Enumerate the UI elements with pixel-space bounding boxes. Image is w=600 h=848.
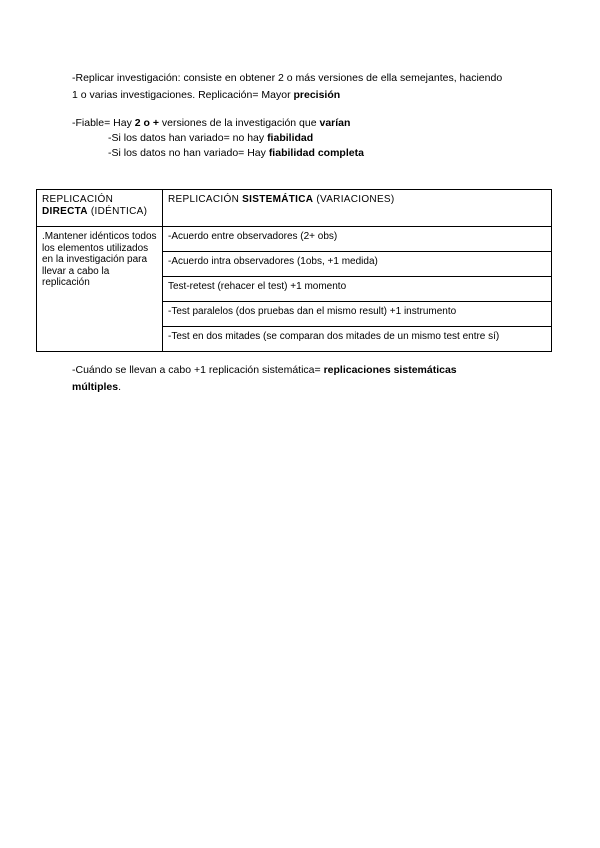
fiable-text-mid: versiones de la investigación que bbox=[158, 117, 320, 129]
header-sistematica-pre: REPLICACIÓN bbox=[168, 194, 243, 205]
fiable-sub1-bold: fiabilidad bbox=[267, 132, 314, 144]
multiples-bold1: replicaciones sistemáticas bbox=[323, 364, 457, 376]
header-sistematica-rest: (VARIACIONES) bbox=[313, 194, 395, 205]
table-cell: -Test paralelos (dos pruebas dan el mismo result) +1 instrumento bbox=[163, 302, 552, 327]
table-cell: Test-retest (rehacer el test) +1 momento bbox=[163, 277, 552, 302]
directa-description-cell: .Mantener idénticos todos los elementos utilizados en la investigación para llevar a cabo la replicación bbox=[37, 227, 163, 352]
fiable-sub2 bbox=[108, 145, 364, 161]
table-cell: -Acuerdo entre observadores (2+ obs) bbox=[163, 227, 552, 252]
multiples-bold2: múltiples bbox=[72, 381, 119, 393]
header-directa bbox=[37, 190, 163, 227]
header-directa-bold: DIRECTA bbox=[42, 205, 88, 217]
paragraph-multiples bbox=[72, 362, 542, 396]
fiable-sub2-text: -Si los datos no han variado= Hay bbox=[108, 147, 269, 159]
fiable-sub2-bold: fiabilidad completa bbox=[268, 147, 364, 159]
table-cell: -Acuerdo intra observadores (1obs, +1 medida) bbox=[163, 252, 552, 277]
precision-bold: precisión bbox=[293, 89, 341, 101]
multiples-line1 bbox=[72, 362, 542, 379]
replication-table bbox=[36, 189, 552, 352]
fiable-bold-count: 2 o + bbox=[134, 117, 159, 129]
multiples-end: . bbox=[118, 381, 122, 393]
multiples-text: -Cuándo se llevan a cabo +1 replicación sistemática= bbox=[72, 364, 324, 376]
header-directa-line1: REPLICACIÓN bbox=[42, 194, 114, 205]
paragraph-replicar-text: 1 o varias investigaciones. Replicación= Mayor bbox=[72, 89, 294, 101]
fiable-text: -Fiable= Hay bbox=[72, 117, 135, 129]
table-cell: -Test en dos mitades (se comparan dos mitades de un mismo test entre sí) bbox=[163, 327, 552, 352]
fiable-sub1 bbox=[108, 130, 313, 146]
paragraph-replicar-line1: -Replicar investigación: consiste en obtener 2 o más versiones de ella semejantes, haciendo bbox=[72, 72, 503, 84]
header-sistematica-bold: SISTEMÁTICA bbox=[242, 194, 314, 205]
header-sistematica bbox=[163, 190, 552, 227]
table-row bbox=[37, 227, 552, 252]
header-directa-rest: (IDÉNTICA) bbox=[87, 205, 148, 217]
fiable-sub1-text: -Si los datos han variado= no hay bbox=[108, 132, 268, 144]
multiples-line2 bbox=[72, 379, 542, 396]
paragraph-replicar-line2 bbox=[72, 87, 542, 104]
paragraph-replicar bbox=[72, 70, 542, 104]
fiable-bold-varian: varían bbox=[319, 117, 351, 129]
table-header-row bbox=[37, 190, 552, 227]
